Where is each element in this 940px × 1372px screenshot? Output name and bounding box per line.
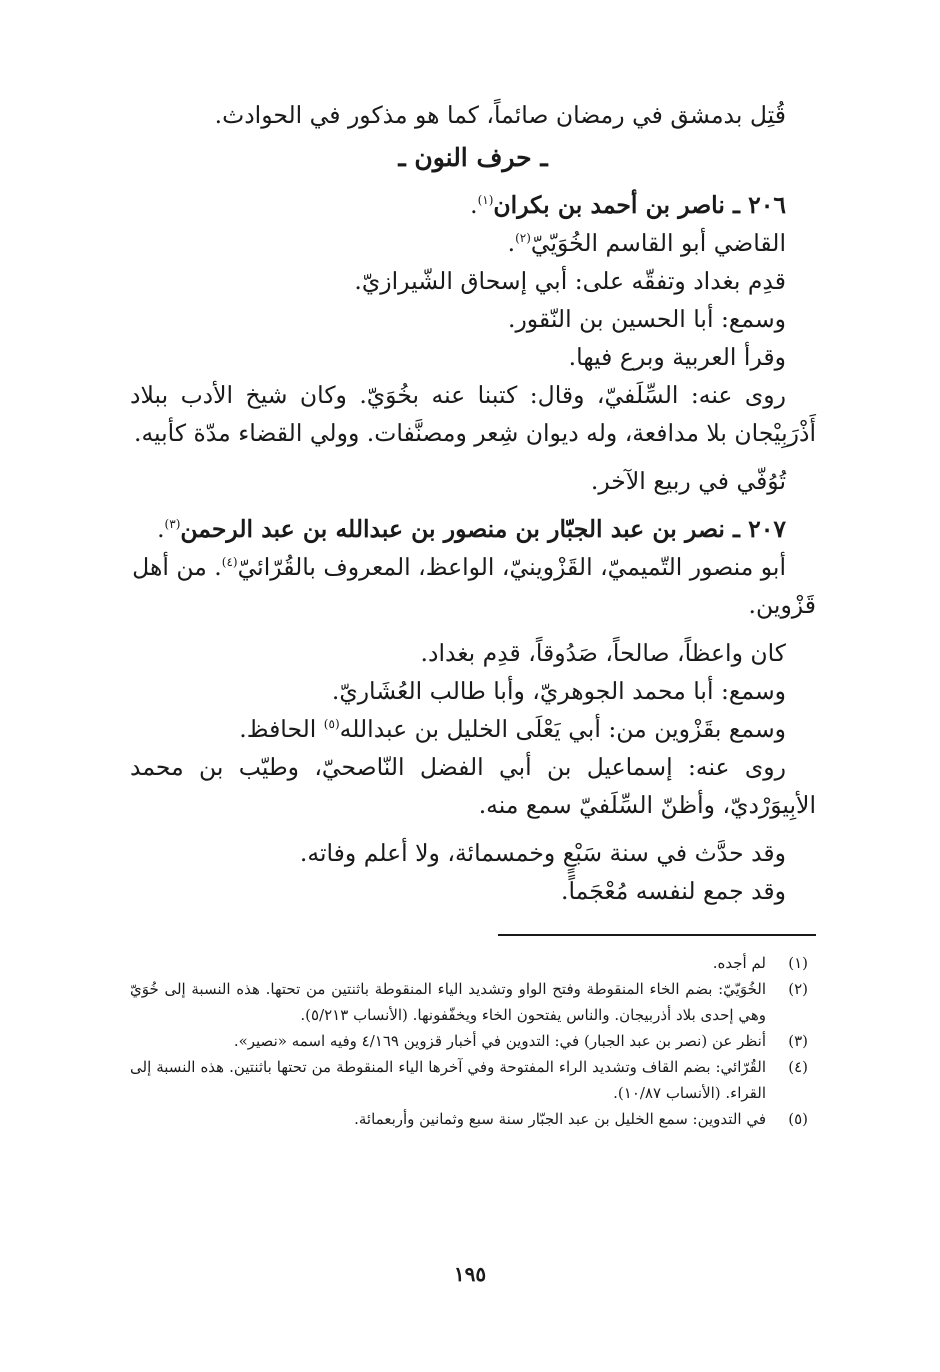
footnote xyxy=(130,1054,816,1106)
entry-206-kunya-line xyxy=(130,224,816,262)
entry-206-title: ٢٠٦ ـ ناصر بن أحمد بن بكران xyxy=(493,191,786,219)
footnote-ref-1: (١) xyxy=(477,193,494,208)
entry-207-line: وقد حدَّث في سنة سَبْعٍ وخمسمائة، ولا أعلم وفاته. xyxy=(299,839,786,867)
entry-207-teacher-end: الحافظ. xyxy=(239,715,324,743)
entry-206-line: قدِم بغداد وتفقّه على: أبي إسحاق الشّيرازيّ. xyxy=(354,267,786,295)
footnote-number: (١) xyxy=(788,954,808,972)
footnote-text: القُرّائي: بضم القاف وتشديد الراء المفتوحة وفي آخرها الياء المنقوطة من تحتها باثنتين. هذه النسبة إلى القراء. (الأنساب ١٠/٨٧). xyxy=(130,1058,766,1102)
footnote-number: (٣) xyxy=(788,1032,808,1050)
entry-207-line: الأبِيوَرْديّ، وأظنّ السِّلَفيّ سمع منه. xyxy=(478,791,816,819)
entry-206-line: وسمع: أبا الحسين بن النّقور. xyxy=(507,305,786,333)
entry-206-title-end: . xyxy=(470,191,478,219)
footnote xyxy=(130,950,816,976)
entry-207-line: روى عنه: إسماعيل بن أبي الفضل النّاصحيّ، وطيّب بن محمد xyxy=(130,753,786,781)
entry-207-kunya-end: . من أهل xyxy=(132,553,222,581)
entry-207-line: قَزْوين. xyxy=(748,591,816,619)
previous-entry-ending: قُتِل بدمشق في رمضان صائماً، كما هو مذكور في الحوادث. xyxy=(214,101,786,129)
footnote xyxy=(130,1028,816,1054)
entry-206-line: روى عنه: السِّلَفيّ، وقال: كتبنا عنه بخُوَيّ. وكان شيخ الأدب ببلاد xyxy=(130,381,786,409)
entry-207-line xyxy=(130,548,816,586)
entry-207 xyxy=(130,510,816,910)
entry-206-death: تُوُفّي في ربيع الآخر. xyxy=(590,467,786,495)
footnote-ref-5: (٥) xyxy=(323,717,340,732)
footnote xyxy=(130,1106,816,1132)
footnotes xyxy=(130,950,816,1132)
footnote-ref-3: (٣) xyxy=(164,517,181,532)
section-heading: ـ حرف النون ـ xyxy=(398,143,548,172)
footnote xyxy=(130,976,816,1028)
entry-207-title-line xyxy=(130,510,816,548)
footnote-ref-2: (٢) xyxy=(515,231,531,246)
footnote-number: (٤) xyxy=(788,1058,808,1076)
page-body xyxy=(130,96,816,1132)
footnote-text: أنظر عن (نصر بن عبد الجبار) في: التدوين في أخبار قزوين ٤/١٦٩ وفيه اسمه «نصير». xyxy=(233,1032,766,1050)
entry-207-title-end: . xyxy=(157,515,165,543)
entry-207-title: ٢٠٧ ـ نصر بن عبد الجبّار بن منصور بن عبدالله بن عبد الرحمن xyxy=(180,515,786,543)
entry-206 xyxy=(130,186,816,500)
footnote-text: في التدوين: سمع الخليل بن عبد الجبّار سنة سبع وثمانين وأربعمائة. xyxy=(354,1110,766,1128)
entry-207-kunya: أبو منصور التّميميّ، القَزْوينيّ، الواعظ، المعروف بالقُرّائيّ xyxy=(237,553,786,581)
entry-206-line: أَذْرَبِيْجان بلا مدافعة، وله ديوان شِعر ومصنَّفات. وولي القضاء مدّة كأبيه. xyxy=(133,419,816,447)
footnote-text: لم أجده. xyxy=(712,954,766,972)
entry-206-line: وقرأ العربية وبرع فيها. xyxy=(568,343,786,371)
entry-206-title-line xyxy=(130,186,816,224)
entry-206-kunya-end: . xyxy=(507,229,516,257)
entry-207-line: كان واعظاً، صالحاً، صَدُوقاً، قدِم بغداد. xyxy=(420,639,786,667)
entry-207-line xyxy=(130,710,816,748)
footnote-ref-4: (٤) xyxy=(221,555,238,570)
footnote-divider xyxy=(498,934,816,936)
page-number: ١٩٥ xyxy=(453,1262,487,1286)
entry-207-line: وسمع: أبا محمد الجوهريّ، وأبا طالب العُشَاريّ. xyxy=(331,677,786,705)
footnote-number: (٢) xyxy=(788,980,808,998)
entry-207-teacher: وسمع بقَزْوين من: أبي يَعْلَى الخليل بن عبدالله xyxy=(339,715,786,743)
entry-207-line: وقد جمع لنفسه مُعْجَماً. xyxy=(561,877,786,905)
footnote-text: الخُوَيّيّ: بضم الخاء المنقوطة وفتح الواو وتشديد الياء المنقوطة باثنتين من تحتها. هذه النسبة إلى خُوَيّ وهي إحدى بلاد أذربيجان. والناس يفتحون الخاء ويخفّفونها. (الأنساب ٥/٢١٣). xyxy=(130,980,766,1024)
entry-206-kunya: القاضي أبو القاسم الخُوَيّيّ xyxy=(530,229,786,257)
footnote-number: (٥) xyxy=(788,1110,808,1128)
